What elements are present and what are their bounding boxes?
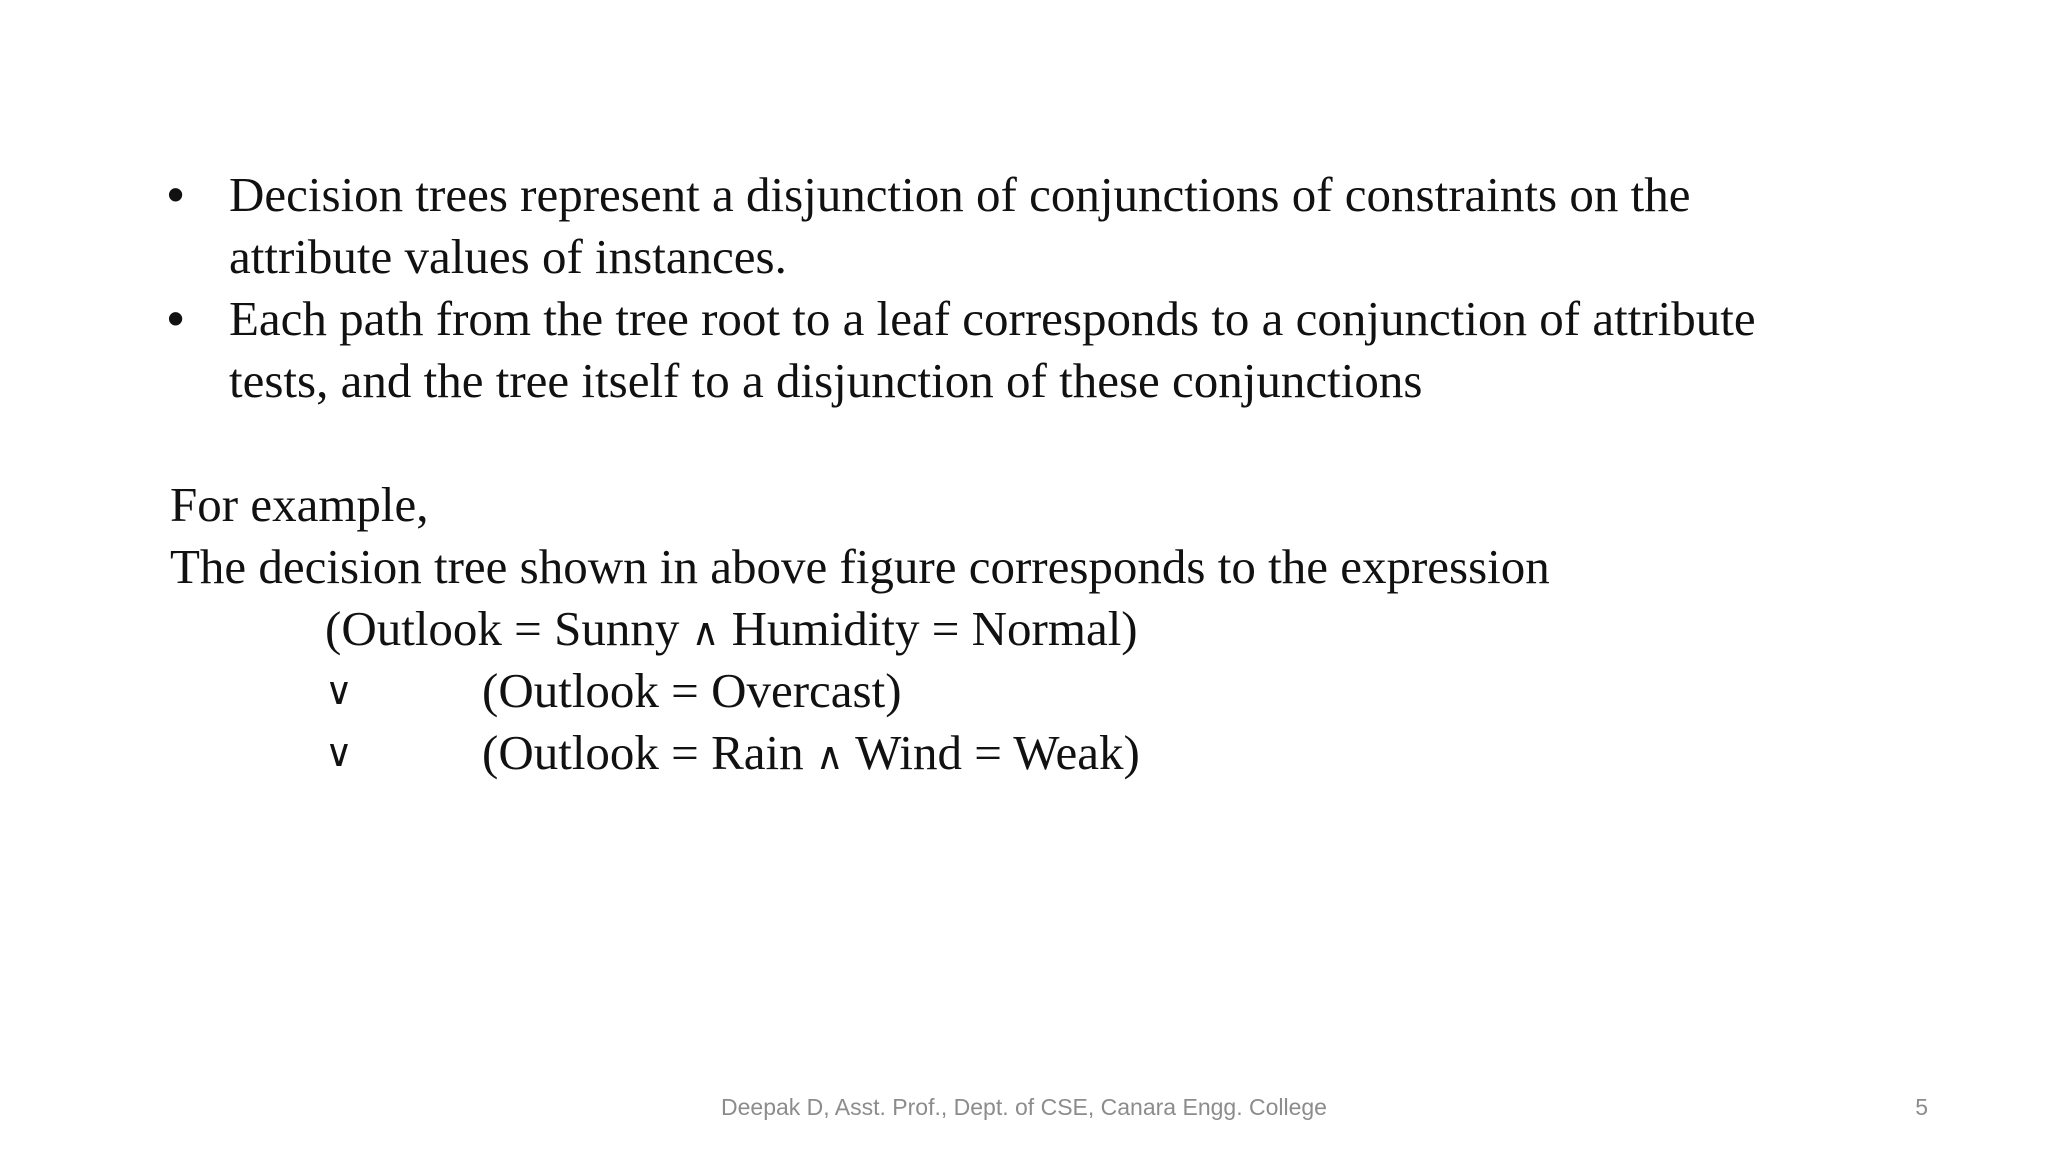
expression-line-1 — [325, 598, 1138, 663]
expression-term: Humidity = Normal) — [719, 601, 1138, 656]
expression-term: (Outlook = Sunny — [325, 601, 692, 656]
page-number: 5 — [1915, 1094, 1928, 1120]
expression-term: Wind = Weak) — [843, 725, 1140, 780]
example-sentence: The decision tree shown in above figure corresponds to the expression — [170, 539, 1550, 594]
expression-term: (Outlook = Overcast) — [482, 663, 902, 718]
expression-term-group — [482, 722, 1140, 787]
and-symbol: ∧ — [691, 610, 720, 654]
and-symbol: ∧ — [815, 734, 844, 778]
example-intro: For example, — [170, 477, 429, 532]
bullet-marker: • — [167, 168, 185, 222]
bullet-2-line-2: tests, and the tree itself to a disjunction of these conjunctions — [229, 353, 1423, 408]
footer-text: Deepak D, Asst. Prof., Dept. of CSE, Canara Engg. College — [721, 1094, 1327, 1120]
expression-term: (Outlook = Rain — [482, 725, 816, 780]
bullet-1-line-2: attribute values of instances. — [229, 229, 787, 284]
or-symbol: ∨ — [325, 731, 353, 775]
or-symbol: ∨ — [325, 669, 353, 713]
bullet-1-line-1: Decision trees represent a disjunction of conjunctions of constraints on the — [229, 167, 1691, 222]
bullet-2-line-1: Each path from the tree root to a leaf corresponds to a conjunction of attribute — [229, 291, 1756, 346]
bullet-marker: • — [167, 292, 185, 346]
